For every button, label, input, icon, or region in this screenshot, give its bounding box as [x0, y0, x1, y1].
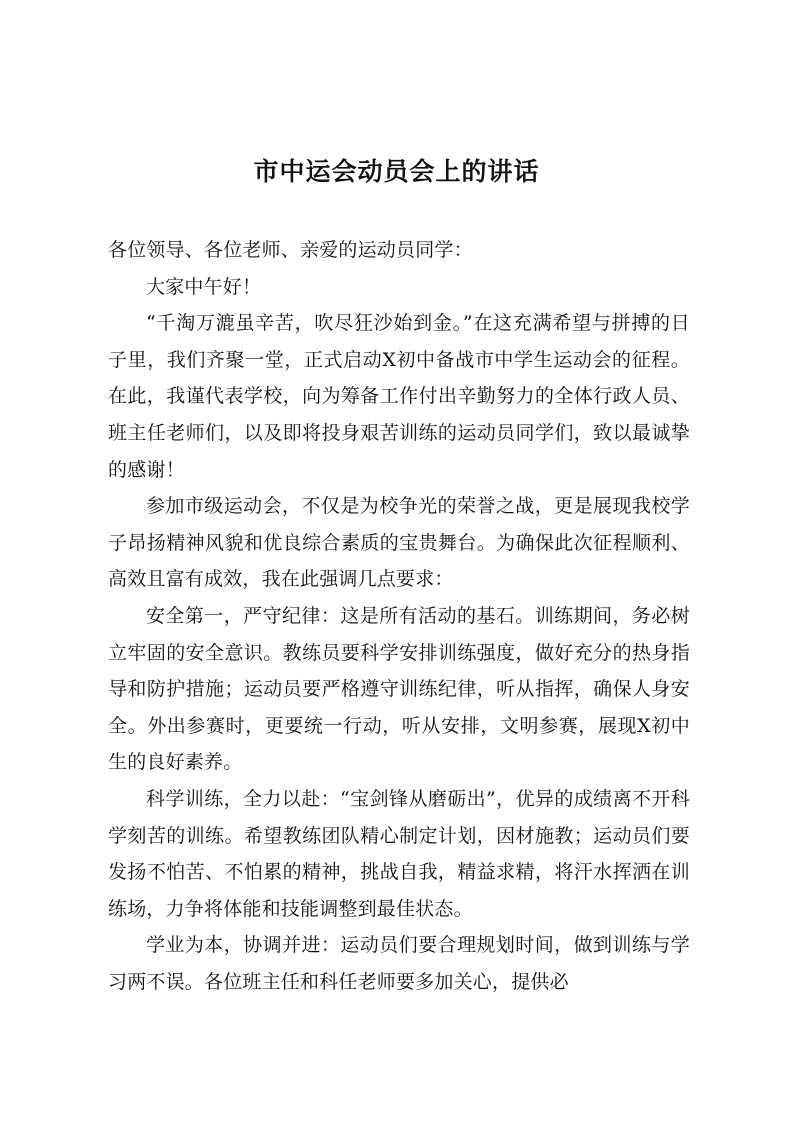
- paragraph-purpose: 参加市级运动会，不仅是为校争光的荣誉之战，更是展现我校学子昂扬精神风貌和优良综合素质的宝贵舞台。为确保此次征程顺利、高效且富有成效，我在此强调几点要求：: [108, 495, 690, 591]
- document-body: [108, 232, 690, 1000]
- salutation: 各位领导、各位老师、亲爱的运动员同学：: [108, 239, 473, 261]
- paragraph-opening: “千淘万漉虽辛苦，吹尽狂沙始到金。”在这充满希望与拼搏的日子里，我们齐聚一堂，正式启动X初中备战市中学生运动会的征程。在此，我谨代表学校，向为筹备工作付出辛勤努力的全体行政人员、班主任老师们，以及即将投身艰苦训练的运动员同学们，致以最诚挚的感谢！: [108, 312, 690, 481]
- greeting: 大家中午好！: [146, 275, 262, 298]
- paragraph-training: 科学训练，全力以赴：“宝剑锋从磨砺出”，优异的成绩离不开科学刻苦的训练。希望教练团队精心制定计划，因材施教；运动员们要发扬不怕苦、不怕累的精神，挑战自我，精益求精，将汗水挥洒在训练场，力争将体能和技能调整到最佳状态。: [108, 787, 690, 920]
- document-title: 市中运会动员会上的讲话: [253, 157, 540, 186]
- paragraph-study: 学业为本，协调并进：运动员们要合理规划时间，做到训练与学习两不误。各位班主任和科任老师要多加关心，提供必: [108, 934, 690, 993]
- paragraph-safety: 安全第一，严守纪律：这是所有活动的基石。训练期间，务必树立牢固的安全意识。教练员要科学安排训练强度，做好充分的热身指导和防护措施；运动员要严格遵守训练纪律，听从指挥，确保人身安全。外出参赛时，更要统一行动，听从安排，文明参赛，展现X初中生的良好素养。: [108, 604, 690, 774]
